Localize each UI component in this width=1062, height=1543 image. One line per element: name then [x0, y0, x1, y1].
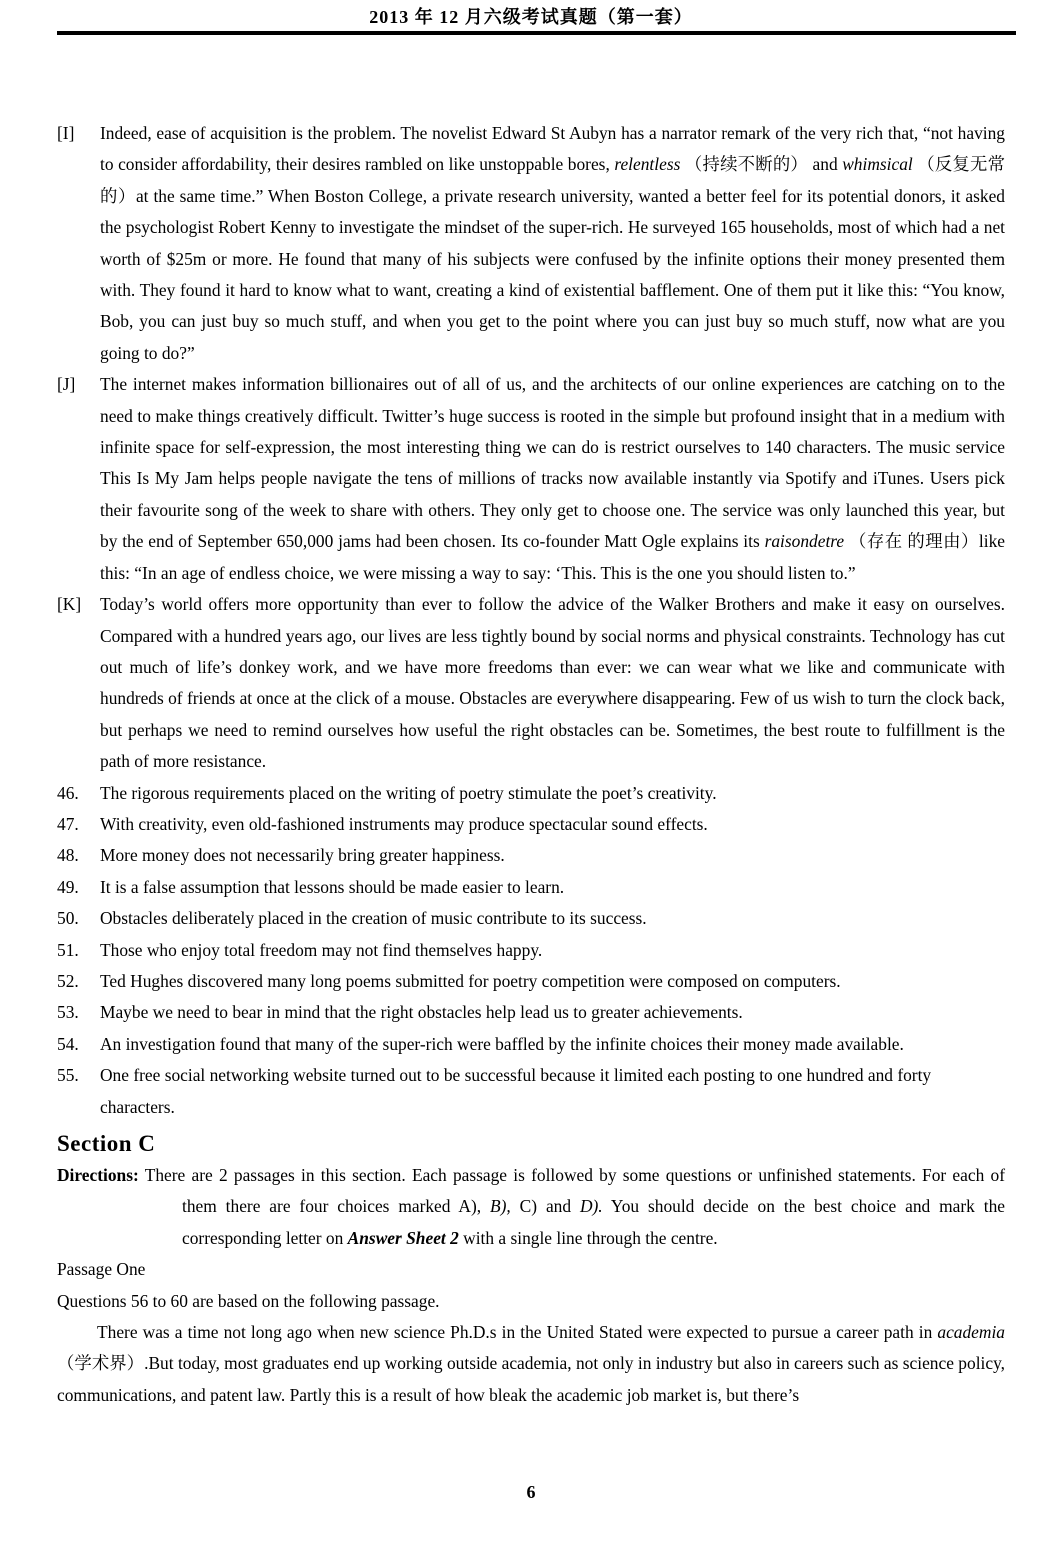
- page-header: [0, 0, 1062, 35]
- paragraph-text: Indeed, ease of acquisition is the problem. The novelist Edward St Aubyn has a narrator remark of the very rich that, “not having to consider affordability, their desires rambled on like unstoppable bores, relentless （持续不断的） and whimsical （反复无常的）at the same time.” When Boston College, a private research university, wanted a better feel for its potential donors, it asked the psychologist Robert Kenny to investigate the mindset of the super-rich. He surveyed 165 households, most of which had a net worth of $25m or more. He found that many of his subjects were confused by the infinite options their money presented them with. They found it hard to know what to want, creating a kind of existential bafflement. One of them put it like this: “You know, Bob, you can just buy so much stuff, and when you get to the point where you can just buy so much stuff, now what are you going to do?”: [100, 123, 1005, 363]
- passage-one-text: There was a time not long ago when new science Ph.D.s in the United Stated were expected to pursue a career path in academia（学术界）.But today, most graduates end up working outside academia, not only in industry but also in careers such as science policy, communications, and patent law. Partly this is a result of how bleak the academic job market is, but there’s: [57, 1322, 1005, 1405]
- question-item: [57, 1060, 1005, 1123]
- question-text: The rigorous requirements placed on the writing of poetry stimulate the poet’s creativity.: [100, 782, 717, 803]
- page-number: 6: [526, 1482, 536, 1502]
- lettered-paragraph: [57, 369, 1005, 589]
- question-text: With creativity, even old-fashioned instruments may produce spectacular sound effects.: [100, 813, 708, 834]
- question-item: [57, 966, 1005, 997]
- question-number: 48.: [57, 845, 79, 866]
- question-number: 49.: [57, 876, 79, 897]
- question-text: It is a false assumption that lessons should be made easier to learn.: [100, 876, 565, 897]
- paragraph-label: [I]: [57, 123, 75, 143]
- paragraph-text: The internet makes information billionaires out of all of us, and the architects of our online experiences are catching on to the need to make things creatively difficult. Twitter’s huge success is rooted in the simple but profound insight that in a medium with infinite space for self-expression, the most interesting thing we can do is restrict ourselves to 140 characters. The music service This Is My Jam helps people navigate the tens of millions of tracks now available instantly via Spotify and iTunes. Users pick their favourite song of the week to share with others. They only get to choose one. The service was only launched this year, but by the end of September 650,000 jams had been chosen. Its co-founder Matt Ogle explains its raisondetre （存在 的理由）like this: “In an age of endless choice, we were missing a way to say: ‘This. This is the one you should listen to.”: [100, 374, 1005, 583]
- question-text: Those who enjoy total freedom may not find themselves happy.: [100, 939, 543, 960]
- directions-text: There are 2 passages in this section. Each passage is followed by some questions or unfinished statements. For each of them there are four choices marked A), B), C) and D). You should decide on the best choice and mark the corresponding letter on Answer Sheet 2 with a single line through the centre.: [138, 1165, 1006, 1248]
- page-content: [57, 35, 1005, 1411]
- question-item: [57, 1029, 1005, 1060]
- question-number: 52.: [57, 970, 79, 991]
- paragraph-label: [J]: [57, 374, 76, 395]
- question-number: 50.: [57, 908, 79, 929]
- question-number: 54.: [57, 1033, 79, 1054]
- question-item: [57, 997, 1005, 1028]
- lettered-paragraph-list: [57, 118, 1005, 778]
- section-c-heading: Section C: [57, 1131, 156, 1156]
- question-item: [57, 903, 1005, 934]
- question-text: More money does not necessarily bring greater happiness.: [100, 845, 505, 866]
- question-item: [57, 809, 1005, 840]
- question-item: [57, 872, 1005, 903]
- question-list: [57, 778, 1005, 1123]
- question-number: 55.: [57, 1065, 79, 1086]
- lettered-paragraph: [57, 589, 1005, 777]
- question-item: [57, 778, 1005, 809]
- directions: [57, 1160, 1005, 1254]
- lettered-paragraph: [57, 118, 1005, 369]
- directions-label: Directions:: [57, 1165, 139, 1185]
- question-text: One free social networking website turned out to be successful because it limited each posting to one hundred and forty characters.: [100, 1065, 932, 1117]
- question-text: Ted Hughes discovered many long poems submitted for poetry competition were composed on computers.: [100, 970, 841, 991]
- paragraph-label: [K]: [57, 594, 82, 615]
- questions-note: Questions 56 to 60 are based on the following passage.: [57, 1290, 440, 1311]
- passage-label: Passage One: [57, 1259, 146, 1280]
- header-title: 2013 年 12 月六级考试真题（第一套）: [369, 7, 693, 27]
- question-item: [57, 840, 1005, 871]
- question-text: Obstacles deliberately placed in the creation of music contribute to its success.: [100, 908, 647, 929]
- question-text: An investigation found that many of the super-rich were baffled by the infinite choices their money made available.: [100, 1033, 904, 1054]
- question-item: [57, 935, 1005, 966]
- question-number: 53.: [57, 1002, 79, 1023]
- question-number: 51.: [57, 939, 79, 960]
- question-text: Maybe we need to bear in mind that the right obstacles help lead us to greater achievements.: [100, 1002, 743, 1023]
- paragraph-text: Today’s world offers more opportunity than ever to follow the advice of the Walker Brothers and make it easy on ourselves. Compared with a hundred years ago, our lives are less tightly bound by social norms and physical constraints. Technology has cut out much of life’s donkey work, and we have more freedoms than ever: we can wear what we like and communicate with hundreds of friends at once at the click of a mouse. Obstacles are everywhere disappearing. Few of us wish to turn the clock back, but perhaps we need to remind ourselves how useful the right obstacles can be. Sometimes, the best route to fulfillment is the path of more resistance.: [100, 594, 1005, 772]
- question-number: 46.: [57, 782, 79, 803]
- question-number: 47.: [57, 813, 79, 834]
